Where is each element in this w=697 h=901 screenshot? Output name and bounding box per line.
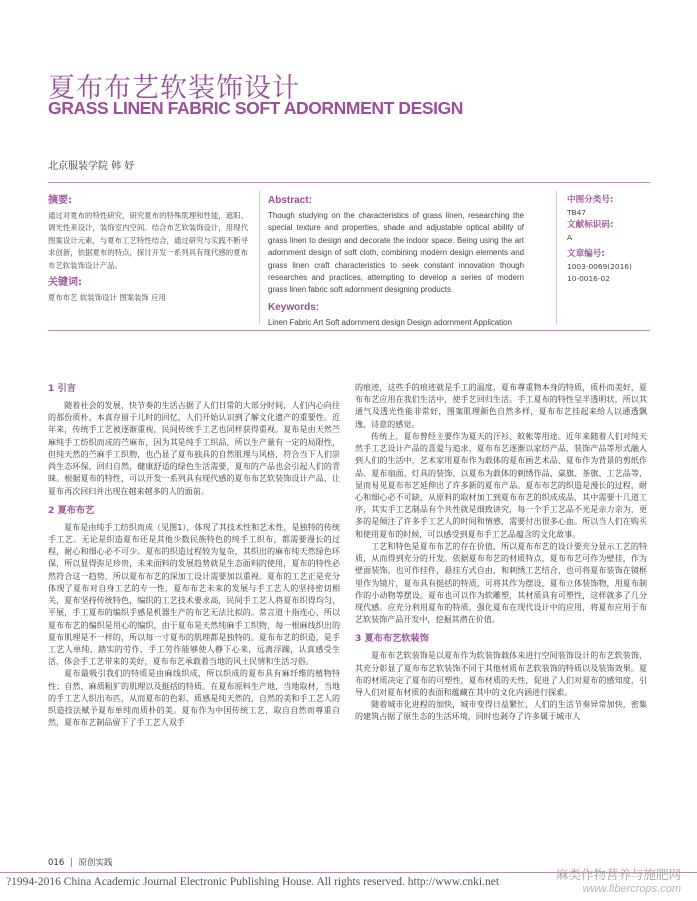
paragraph: 夏布是由纯手工纺织而成（见图1），体现了其技术性和艺术性，是独特的传统手工艺。无论是织造夏布还是其他少数民族特色的纯手工织布，都需要漫长的过程，耐心和细心必不可少。夏布的织造过程较为复杂，其织出的麻布纯天然绿色环保，所以显得弥足珍贵，未来面料的发展趋势就是生态面料的使用，夏布的特性必然符合这一趋势，所以夏布布艺的深加工设计需要加以重视。夏布的工艺正是充分体现了夏布对自身工艺的专一性，夏布布艺未来的发展与手工艺人的坚持密切相关，夏布坚持传统特色，编织的工艺技术要求高，民间手工艺人将夏布织得均匀、平展，手工夏布的编织手感是机器生产的布艺无法比拟的。常言道十指连心，所以夏布布艺的编织是用心的编织，由于夏布是天然纯麻手工织物，每一根麻线织出的夏布肌理是不一样的，所以每一寸夏布的肌理都是独特的。夏布布艺的织造，是手工艺人单纯、踏实的劳作，手工劳作能够使人静下心来，远离浮躁，认真感受生活，体会手工艺带来的美好，夏布布艺承载着当地的风土民情和生活习俗。	[48, 522, 340, 667]
copyright-notice: ?1994-2016 China Academic Journal Electronic Publishing House. All rights reserved. http://www.cnki.net	[6, 876, 500, 888]
abstract-en-block	[268, 194, 524, 329]
abstract-divider-2	[556, 191, 557, 324]
paragraph: 的痕迹，这些手的痕迹就是手工的温度，夏布尊重物本身的特质，质朴而美好，夏布布艺应用在我们生活中，使手艺回归生活。手工夏布的特性呈半透明状，所以其通气及透光性能非常好，图案肌理颜色自然多样，夏布布艺挂起来给人以通透飘逸，诗意的感觉。	[355, 383, 647, 429]
abstract-cn-block	[48, 194, 248, 304]
section-heading-soft-adornment: 3 夏布布艺软装饰	[355, 633, 429, 645]
section-heading-linen-fabric: 2 夏布布艺	[48, 504, 95, 516]
doc-code-value: A	[567, 233, 573, 243]
abstract-en-text: Though studying on the characteristics of grass linen, researching the special texture and properties, shade and adjustable optical ability of grass linen to design and decorate the indoor space. Being using the art adornment design of soft cloth, combining modern design elements and grass linen craft characteristics to seek constant innovation though researches and practices, attempting to develop a series of modern grass linen fabric soft adornment designing products.	[268, 211, 524, 295]
paragraph: 工艺和特色是夏布布艺的存在价值，所以夏布布艺的设计要充分显示工艺的特质，从而得到充分的开发。依据夏布布艺的材质特点，夏布布艺可作为壁挂，作为壁面装饰。也可作挂件，悬挂方式自由，和刺绣工艺结合，也可将夏布装饰在镜框里作为镜片，夏布具有挺括的特质，可将其作为摆设，夏布立体装饰物，用夏布制作的小动物等摆设。夏布也可以作为软雕塑，其材质具有可塑性，这样就多了几分现代感。应充分利用夏布的特质，强化夏布在现代设计中的应用，将夏布应用于布艺软装饰产品开发中，挖掘其潜在价值。	[355, 541, 647, 625]
paragraph: 传统上，夏布曾经主要作为夏天的汗衫、蚊帐等用途。近年来随着人们对纯天然手工艺设计产品的喜爱与追求，夏布布艺逐渐以家纺产品、装饰产品等形式融入到人们的生活中，艺术家用夏布作为载体的夏布画艺术品、夏布作为背景的剪纸作品、夏布扇面、灯具的装饰、以夏布为载体的刺绣作品、桌旗、茶旗、工艺品等，显而易见夏布布艺延伸出了许多新的夏布产品。夏布布艺的织造是漫长的过程，耐心和细心必不可缺，从原料的取材加工到夏布布艺的织成成品，其中需要十几道工序，其实手工艺制品有个共性就是细致讲究，每一个手工艺品不光是亲力亲为，更多的是倾注了许多手工艺人的时间和情感，需要付出很多心血。所以当人们在购买和使用夏布的时候，可以感受到夏布手工艺品蕴含的文化故事。	[355, 431, 647, 539]
body-column-left	[48, 382, 340, 729]
keywords-cn-heading: 关键词:	[48, 277, 82, 289]
article-title-cn: 夏布布艺软装饰设计	[48, 73, 300, 104]
abstract-en-heading: Abstract:	[268, 195, 312, 206]
doc-code-label: 文献标识码:	[567, 220, 614, 231]
abstract-divider-1	[259, 191, 260, 324]
abstract-cn-text: 通过对夏布的特性研究，研究夏布的特殊肌理和性能，遮阳、调光性来设计，装饰室内空间。结合布艺软装饰设计，用现代图案设计元素，与夏布工艺特性结合，通过研究与实践不断寻求创新，依据夏布的特点，探讨开发一系列具有现代感的夏布布艺软装饰设计产品。	[48, 211, 248, 270]
body-column-right	[355, 382, 647, 724]
watermark	[546, 868, 681, 896]
section-heading-intro: 1 引言	[48, 383, 76, 394]
paragraph: 随着城市化进程的加快，城市变得日益繁忙，人们的生活节奏异常加快，密集的建筑占据了原生态的生活环境，同时也剥夺了许多属于城市人	[355, 700, 647, 722]
watermark-cn: 麻类作物营养与施肥网	[555, 867, 681, 882]
paragraph: 夏布最吸引我们的特质是由麻线织成，所以织成的夏布具有麻纤维的植物特性；自然、麻质粗犷的肌理以及挺括的特质。在夏布原料生产地，当地取材，当地的手工艺人织出布匹，从而夏布的色彩、质感是纯天然的，自然的美和手工艺人的织造技法赋予夏布单纯而质朴的美。夏布作为中国传统工艺，取自自然而尊重自然，夏布布艺制品留下了手工艺人双手	[48, 669, 340, 728]
author-line: 北京服装学院 韩 妤	[48, 161, 135, 172]
keywords-cn: 夏布布艺 软装饰设计 图案装饰 应用	[48, 293, 166, 303]
abstract-bottom-rule	[48, 330, 650, 331]
section-name: 原创实践	[78, 858, 113, 868]
page-number: 016 | 原创实践	[48, 858, 113, 868]
watermark-url: www.fibercrops.com	[582, 883, 681, 895]
article-no-label: 文章编号:	[567, 248, 605, 259]
article-no-value-1: 1003-0069(2016)	[567, 261, 632, 271]
clc-value: TB47	[567, 208, 586, 217]
keywords-en-heading: Keywords:	[268, 301, 320, 313]
clc-label: 中图分类号:	[567, 195, 614, 205]
paragraph: 夏布布艺软装饰是以夏布作为软装饰载体来进行空间装饰设计的布艺软装饰，其充分彰显了夏布布艺软装饰不同于其他材质布艺软装饰的特质以及装饰效果。夏布的材质决定了夏布的可塑性，夏布材质的天性，促进了人们对夏布的感知度，引导人们对夏布材质的表面和蕴藏在其中的文化内涵进行探索。	[355, 651, 647, 698]
classification-info	[567, 194, 657, 286]
abstract-top-rule	[48, 182, 650, 183]
keywords-en: Linen Fabric Art Soft adornment design Design adornment Application	[268, 317, 512, 327]
article-title-en: GRASS LINEN FABRIC SOFT ADORNMENT DESIGN	[48, 98, 464, 118]
paragraph: 随着社会的发展，快节奏的生活占据了人们日常的大部分时间，人们内心向往的那份质朴、本真存留于儿时的回忆，人们开始认识到了解文化遗产的重要性。近年来，传统手工艺被逐渐重视，民间传统手工艺也同样获得重视。夏布是由天然苎麻纯手工纺织而成的苎麻布，因为其是纯手工织品，所以生产量有一定的局限性，但纯天然的苎麻手工织物，也凸显了夏布独具的自然肌理与风格，符合当下人们崇尚生态环保，回归自然，健康舒适的绿色生活需要，夏布的产品也会引起人们的青睐。根据夏布的特性，可以开发一系列具有现代感的夏布布艺软装饰设计产品，让夏布再次回归并出现在越来越多的人的面前。	[48, 401, 340, 496]
abstract-cn-heading: 摘要:	[48, 195, 72, 206]
page-number-value: 016	[48, 858, 65, 868]
article-no-value-2: 10-0016-02	[567, 274, 610, 284]
